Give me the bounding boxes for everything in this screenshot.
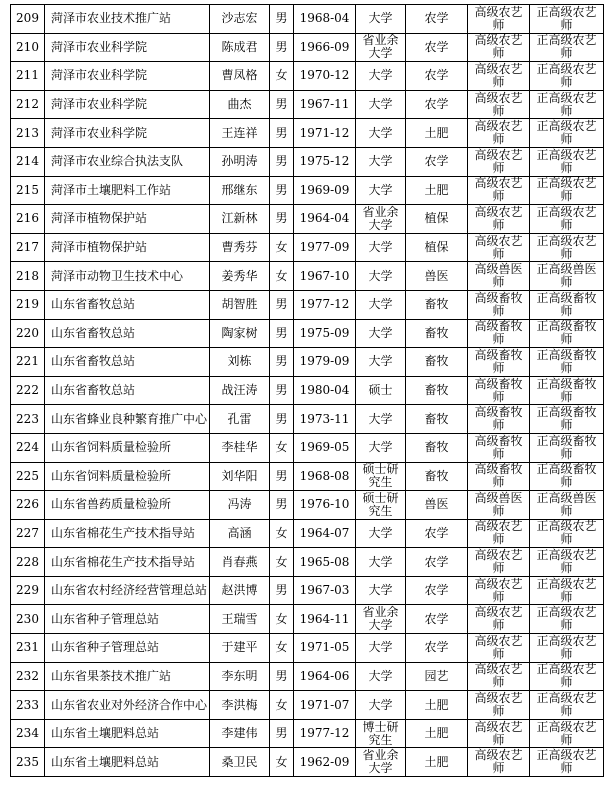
birth-date-cell: 1970-12 [294,62,356,91]
person-name-cell: 陈成君 [210,33,270,62]
applied-title-cell: 正高级农艺师 [530,719,604,748]
unit-name-cell: 山东省土壤肥料总站 [45,748,210,777]
applied-title-cell: 正高级农艺师 [530,233,604,262]
applied-title-cell: 正高级农艺师 [530,5,604,34]
row-number-cell: 218 [11,262,45,291]
person-name-cell: 曹秀芬 [210,233,270,262]
table-row [11,233,604,262]
unit-name-cell: 山东省农村经济经营管理总站 [45,576,210,605]
table-row [11,90,604,119]
table-row [11,147,604,176]
specialty-cell: 植保 [406,205,468,234]
specialty-cell: 农学 [406,519,468,548]
birth-date-cell: 1977-12 [294,290,356,319]
person-name-cell: 刘栋 [210,348,270,377]
current-title-cell: 高级农艺师 [468,662,530,691]
unit-name-cell: 菏泽市农业技术推广站 [45,5,210,34]
education-cell: 大学 [356,634,406,663]
table-row [11,176,604,205]
current-title-cell: 高级畜牧师 [468,405,530,434]
table-row [11,62,604,91]
person-name-cell: 于建平 [210,634,270,663]
birth-date-cell: 1964-11 [294,605,356,634]
person-name-cell: 王连祥 [210,119,270,148]
current-title-cell: 高级农艺师 [468,205,530,234]
unit-name-cell: 山东省土壤肥料总站 [45,719,210,748]
current-title-cell: 高级兽医师 [468,491,530,520]
table-row [11,33,604,62]
gender-cell: 男 [270,90,294,119]
specialty-cell: 畜牧 [406,462,468,491]
applied-title-cell: 正高级畜牧师 [530,348,604,377]
person-name-cell: 李东明 [210,662,270,691]
applied-title-cell: 正高级畜牧师 [530,376,604,405]
specialty-cell: 兽医 [406,491,468,520]
education-cell: 省业余大学 [356,205,406,234]
person-name-cell: 战汪涛 [210,376,270,405]
row-number-cell: 216 [11,205,45,234]
birth-date-cell: 1968-08 [294,462,356,491]
current-title-cell: 高级农艺师 [468,576,530,605]
table-row [11,491,604,520]
applied-title-cell: 正高级农艺师 [530,90,604,119]
gender-cell: 女 [270,519,294,548]
current-title-cell: 高级农艺师 [468,605,530,634]
row-number-cell: 220 [11,319,45,348]
table-row [11,319,604,348]
current-title-cell: 高级农艺师 [468,147,530,176]
gender-cell: 男 [270,462,294,491]
current-title-cell: 高级畜牧师 [468,290,530,319]
table-row [11,548,604,577]
specialty-cell: 畜牧 [406,319,468,348]
gender-cell: 女 [270,433,294,462]
row-number-cell: 234 [11,719,45,748]
unit-name-cell: 山东省种子管理总站 [45,634,210,663]
gender-cell: 男 [270,290,294,319]
unit-name-cell: 菏泽市农业科学院 [45,119,210,148]
birth-date-cell: 1964-06 [294,662,356,691]
gender-cell: 男 [270,491,294,520]
gender-cell: 男 [270,205,294,234]
person-name-cell: 赵洪博 [210,576,270,605]
row-number-cell: 224 [11,433,45,462]
row-number-cell: 227 [11,519,45,548]
specialty-cell: 土肥 [406,691,468,720]
table-row [11,519,604,548]
row-number-cell: 231 [11,634,45,663]
unit-name-cell: 菏泽市动物卫生技术中心 [45,262,210,291]
person-name-cell: 胡智胜 [210,290,270,319]
birth-date-cell: 1966-09 [294,33,356,62]
birth-date-cell: 1968-04 [294,5,356,34]
birth-date-cell: 1973-11 [294,405,356,434]
current-title-cell: 高级农艺师 [468,634,530,663]
unit-name-cell: 菏泽市土壤肥料工作站 [45,176,210,205]
specialty-cell: 土肥 [406,748,468,777]
birth-date-cell: 1977-09 [294,233,356,262]
table-row [11,462,604,491]
current-title-cell: 高级农艺师 [468,176,530,205]
education-cell: 大学 [356,548,406,577]
birth-date-cell: 1964-04 [294,205,356,234]
unit-name-cell: 菏泽市植物保护站 [45,205,210,234]
current-title-cell: 高级兽医师 [468,262,530,291]
person-name-cell: 刘华阳 [210,462,270,491]
row-number-cell: 230 [11,605,45,634]
applied-title-cell: 正高级农艺师 [530,62,604,91]
applied-title-cell: 正高级畜牧师 [530,405,604,434]
specialty-cell: 农学 [406,90,468,119]
gender-cell: 男 [270,576,294,605]
unit-name-cell: 山东省畜牧总站 [45,348,210,377]
row-number-cell: 211 [11,62,45,91]
person-name-cell: 肖春燕 [210,548,270,577]
current-title-cell: 高级农艺师 [468,719,530,748]
row-number-cell: 209 [11,5,45,34]
table-row [11,262,604,291]
current-title-cell: 高级畜牧师 [468,433,530,462]
current-title-cell: 高级农艺师 [468,548,530,577]
unit-name-cell: 山东省棉花生产技术指导站 [45,548,210,577]
specialty-cell: 农学 [406,605,468,634]
birth-date-cell: 1971-12 [294,119,356,148]
specialty-cell: 畜牧 [406,405,468,434]
specialty-cell: 农学 [406,62,468,91]
table-row [11,5,604,34]
birth-date-cell: 1971-05 [294,634,356,663]
row-number-cell: 222 [11,376,45,405]
current-title-cell: 高级农艺师 [468,119,530,148]
education-cell: 大学 [356,691,406,720]
education-cell: 大学 [356,348,406,377]
education-cell: 大学 [356,62,406,91]
unit-name-cell: 山东省棉花生产技术指导站 [45,519,210,548]
row-number-cell: 223 [11,405,45,434]
specialty-cell: 植保 [406,233,468,262]
education-cell: 硕士研究生 [356,462,406,491]
table-row [11,634,604,663]
row-number-cell: 233 [11,691,45,720]
specialty-cell: 农学 [406,5,468,34]
person-name-cell: 姜秀华 [210,262,270,291]
birth-date-cell: 1962-09 [294,748,356,777]
education-cell: 大学 [356,119,406,148]
specialty-cell: 畜牧 [406,433,468,462]
birth-date-cell: 1967-10 [294,262,356,291]
applied-title-cell: 正高级农艺师 [530,147,604,176]
applied-title-cell: 正高级兽医师 [530,262,604,291]
unit-name-cell: 菏泽市植物保护站 [45,233,210,262]
education-cell: 省业余大学 [356,33,406,62]
birth-date-cell: 1969-05 [294,433,356,462]
applied-title-cell: 正高级农艺师 [530,605,604,634]
gender-cell: 男 [270,176,294,205]
table-row [11,662,604,691]
current-title-cell: 高级畜牧师 [468,462,530,491]
unit-name-cell: 山东省畜牧总站 [45,290,210,319]
person-name-cell: 沙志宏 [210,5,270,34]
education-cell: 大学 [356,262,406,291]
birth-date-cell: 1979-09 [294,348,356,377]
person-name-cell: 桑卫民 [210,748,270,777]
table-row [11,691,604,720]
current-title-cell: 高级农艺师 [468,62,530,91]
gender-cell: 男 [270,376,294,405]
birth-date-cell: 1977-12 [294,719,356,748]
education-cell: 大学 [356,176,406,205]
unit-name-cell: 菏泽市农业科学院 [45,33,210,62]
birth-date-cell: 1971-07 [294,691,356,720]
applied-title-cell: 正高级农艺师 [530,548,604,577]
birth-date-cell: 1964-07 [294,519,356,548]
education-cell: 大学 [356,90,406,119]
table-row [11,405,604,434]
current-title-cell: 高级农艺师 [468,691,530,720]
gender-cell: 男 [270,662,294,691]
birth-date-cell: 1980-04 [294,376,356,405]
applied-title-cell: 正高级农艺师 [530,662,604,691]
person-name-cell: 江新林 [210,205,270,234]
applied-title-cell: 正高级畜牧师 [530,290,604,319]
education-cell: 大学 [356,5,406,34]
specialty-cell: 土肥 [406,119,468,148]
education-cell: 大学 [356,662,406,691]
current-title-cell: 高级农艺师 [468,233,530,262]
gender-cell: 女 [270,62,294,91]
unit-name-cell: 山东省农业对外经济合作中心 [45,691,210,720]
applied-title-cell: 正高级畜牧师 [530,462,604,491]
table-row [11,290,604,319]
birth-date-cell: 1975-09 [294,319,356,348]
current-title-cell: 高级畜牧师 [468,348,530,377]
person-name-cell: 李洪梅 [210,691,270,720]
row-number-cell: 221 [11,348,45,377]
education-cell: 硕士 [356,376,406,405]
specialty-cell: 土肥 [406,719,468,748]
specialty-cell: 农学 [406,548,468,577]
education-cell: 硕士研究生 [356,491,406,520]
gender-cell: 女 [270,233,294,262]
unit-name-cell: 菏泽市农业科学院 [45,90,210,119]
unit-name-cell: 山东省饲料质量检验所 [45,433,210,462]
gender-cell: 男 [270,33,294,62]
education-cell: 大学 [356,290,406,319]
education-cell: 大学 [356,519,406,548]
applied-title-cell: 正高级农艺师 [530,634,604,663]
birth-date-cell: 1967-11 [294,90,356,119]
row-number-cell: 235 [11,748,45,777]
row-number-cell: 217 [11,233,45,262]
applied-title-cell: 正高级农艺师 [530,119,604,148]
row-number-cell: 219 [11,290,45,319]
current-title-cell: 高级畜牧师 [468,319,530,348]
unit-name-cell: 菏泽市农业科学院 [45,62,210,91]
table-row [11,576,604,605]
row-number-cell: 214 [11,147,45,176]
education-cell: 大学 [356,319,406,348]
specialty-cell: 农学 [406,576,468,605]
row-number-cell: 215 [11,176,45,205]
unit-name-cell: 山东省饲料质量检验所 [45,462,210,491]
gender-cell: 女 [270,548,294,577]
education-cell: 大学 [356,576,406,605]
gender-cell: 女 [270,634,294,663]
birth-date-cell: 1976-10 [294,491,356,520]
birth-date-cell: 1965-08 [294,548,356,577]
specialty-cell: 农学 [406,147,468,176]
education-cell: 大学 [356,233,406,262]
applied-title-cell: 正高级农艺师 [530,176,604,205]
applied-title-cell: 正高级农艺师 [530,691,604,720]
row-number-cell: 212 [11,90,45,119]
row-number-cell: 225 [11,462,45,491]
unit-name-cell: 山东省兽药质量检验所 [45,491,210,520]
specialty-cell: 畜牧 [406,376,468,405]
applied-title-cell: 正高级农艺师 [530,205,604,234]
unit-name-cell: 山东省畜牧总站 [45,319,210,348]
gender-cell: 男 [270,119,294,148]
personnel-table [10,4,604,777]
education-cell: 大学 [356,147,406,176]
applied-title-cell: 正高级兽医师 [530,491,604,520]
unit-name-cell: 菏泽市农业综合执法支队 [45,147,210,176]
person-name-cell: 孔雷 [210,405,270,434]
gender-cell: 男 [270,5,294,34]
row-number-cell: 213 [11,119,45,148]
gender-cell: 男 [270,319,294,348]
current-title-cell: 高级农艺师 [468,5,530,34]
specialty-cell: 园艺 [406,662,468,691]
person-name-cell: 李建伟 [210,719,270,748]
birth-date-cell: 1969-09 [294,176,356,205]
table-row [11,205,604,234]
row-number-cell: 226 [11,491,45,520]
row-number-cell: 228 [11,548,45,577]
row-number-cell: 232 [11,662,45,691]
birth-date-cell: 1975-12 [294,147,356,176]
gender-cell: 男 [270,719,294,748]
education-cell: 大学 [356,433,406,462]
current-title-cell: 高级农艺师 [468,748,530,777]
gender-cell: 女 [270,605,294,634]
person-name-cell: 李桂华 [210,433,270,462]
unit-name-cell: 山东省果茶技术推广站 [45,662,210,691]
table-row [11,376,604,405]
current-title-cell: 高级农艺师 [468,33,530,62]
gender-cell: 女 [270,262,294,291]
row-number-cell: 229 [11,576,45,605]
gender-cell: 女 [270,748,294,777]
education-cell: 省业余大学 [356,748,406,777]
applied-title-cell: 正高级农艺师 [530,576,604,605]
gender-cell: 女 [270,691,294,720]
current-title-cell: 高级农艺师 [468,90,530,119]
gender-cell: 男 [270,348,294,377]
unit-name-cell: 山东省蜂业良种繁育推广中心 [45,405,210,434]
table-row [11,719,604,748]
table-row [11,433,604,462]
person-name-cell: 陶家树 [210,319,270,348]
applied-title-cell: 正高级农艺师 [530,519,604,548]
unit-name-cell: 山东省畜牧总站 [45,376,210,405]
table-body [11,5,604,777]
unit-name-cell: 山东省种子管理总站 [45,605,210,634]
person-name-cell: 高涵 [210,519,270,548]
row-number-cell: 210 [11,33,45,62]
applied-title-cell: 正高级畜牧师 [530,433,604,462]
gender-cell: 男 [270,405,294,434]
specialty-cell: 兽医 [406,262,468,291]
gender-cell: 男 [270,147,294,176]
applied-title-cell: 正高级农艺师 [530,33,604,62]
specialty-cell: 农学 [406,33,468,62]
person-name-cell: 孙明涛 [210,147,270,176]
person-name-cell: 曹凤格 [210,62,270,91]
person-name-cell: 邢继东 [210,176,270,205]
education-cell: 省业余大学 [356,605,406,634]
table-row [11,605,604,634]
education-cell: 博士研究生 [356,719,406,748]
person-name-cell: 冯涛 [210,491,270,520]
applied-title-cell: 正高级农艺师 [530,748,604,777]
table-row [11,348,604,377]
table-row [11,119,604,148]
specialty-cell: 畜牧 [406,290,468,319]
applied-title-cell: 正高级畜牧师 [530,319,604,348]
specialty-cell: 畜牧 [406,348,468,377]
birth-date-cell: 1967-03 [294,576,356,605]
specialty-cell: 农学 [406,634,468,663]
person-name-cell: 王瑞雪 [210,605,270,634]
specialty-cell: 土肥 [406,176,468,205]
education-cell: 大学 [356,405,406,434]
current-title-cell: 高级畜牧师 [468,376,530,405]
person-name-cell: 曲杰 [210,90,270,119]
table-row [11,748,604,777]
current-title-cell: 高级农艺师 [468,519,530,548]
